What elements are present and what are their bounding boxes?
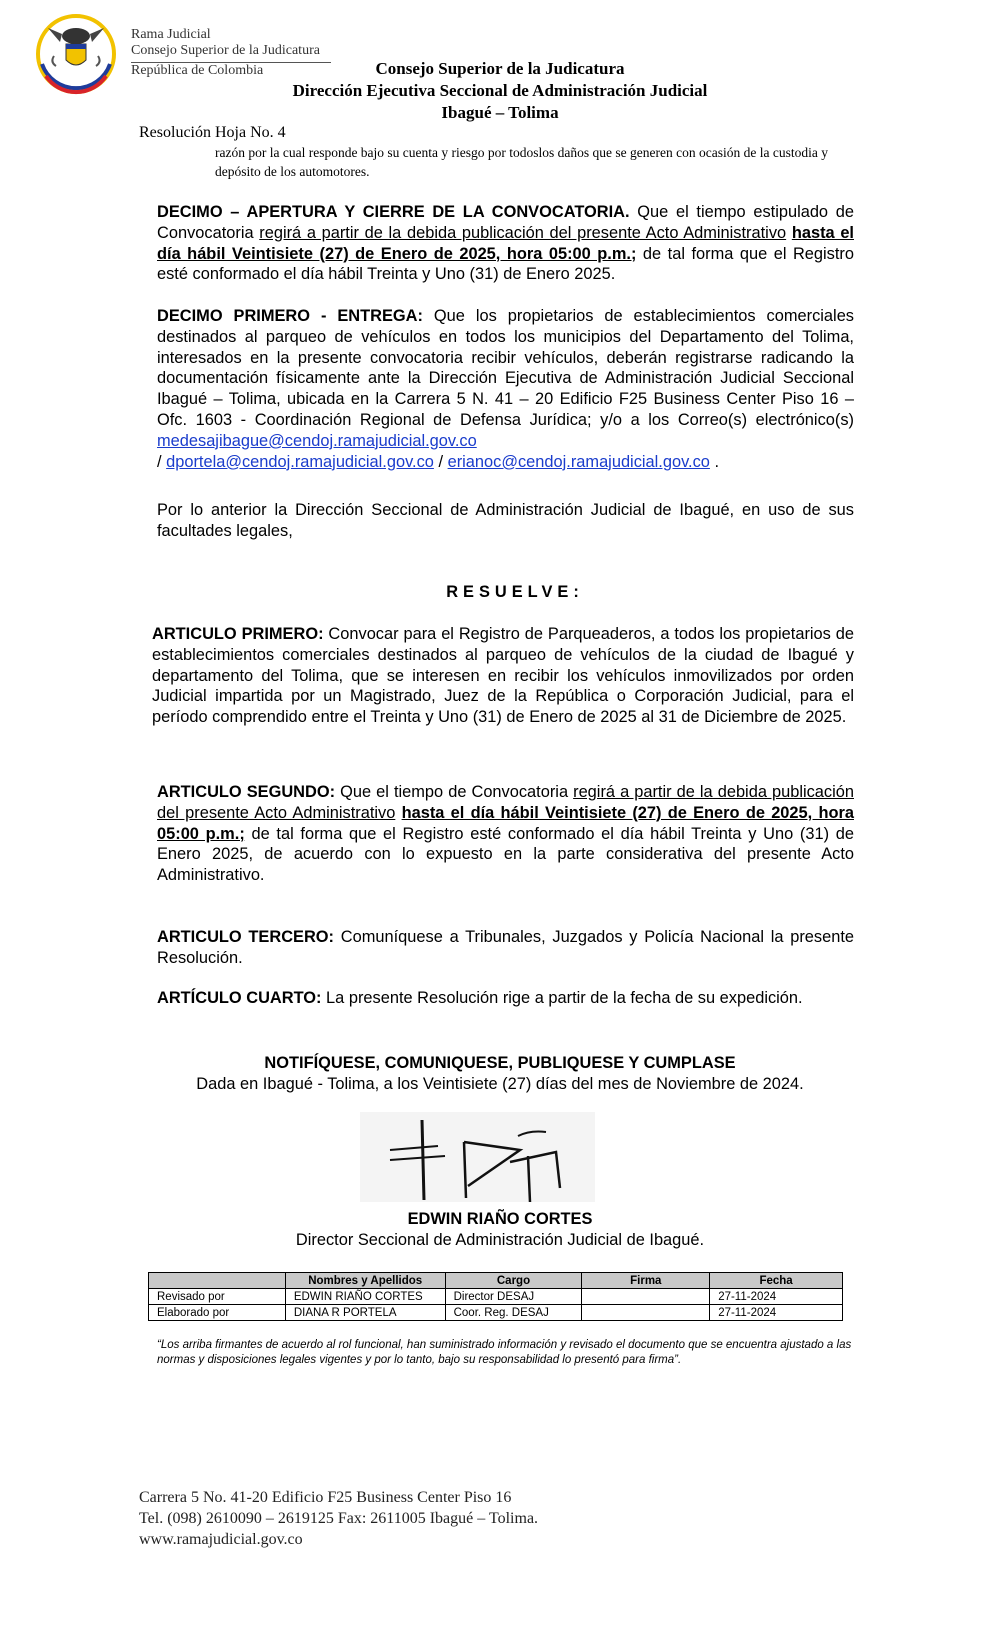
logo-line-rama: Rama Judicial [131, 27, 211, 42]
paragraph-decimo [157, 202, 854, 285]
header-line-city: Ibagué – Tolima [441, 103, 559, 122]
table-row [149, 1289, 843, 1305]
articulo-primero-text: Convocar para el Registro de Parqueaderos, a todos los propietarios de establecimientos comerciales destinados al parqueo de vehículos de la ciudad de Ibagué y departamento del Tolima, que se interesen en recibir los vehículos inmovilizados por orden Judicial impartida por un Magistrado, Juez de la República o Corporación Judicial, para el período comprendido entre el Treinta y Uno (31) de Enero de 2025 al 31 de Diciembre de 2025. [152, 625, 854, 727]
paragraph-por-lo-anterior: Por lo anterior la Dirección Seccional de Administración Judicial de Ibagué, en uso de sus facultades legales, [157, 501, 854, 540]
decimo-text-underlined: regirá a partir de la debida publicación del presente Acto Administrativo [259, 223, 787, 242]
footer-address: Carrera 5 No. 41-20 Edificio F25 Business Center Piso 16 [139, 1489, 512, 1506]
table-cell: Elaborado por [149, 1305, 286, 1321]
resuelve-heading: RESUELVE: [446, 583, 584, 601]
table-row [149, 1305, 843, 1321]
articulo-segundo-text-1: Que el tiempo de Convocatoria [335, 783, 574, 801]
table-cell [582, 1289, 710, 1305]
table-cell: Coor. Reg. DESAJ [445, 1305, 582, 1321]
logo-line-consejo: Consejo Superior de la Judicatura [131, 43, 320, 58]
decimo-heading: DECIMO – APERTURA Y CIERRE DE LA CONVOCATORIA. [157, 203, 630, 221]
paragraph-decimo-primero [157, 306, 854, 472]
decimo-deadline: hasta el día hábil Veintisiete (27) de Enero de 2025, hora 05:00 p.m.; [157, 223, 854, 263]
decimo-primero-text: Que los propietarios de establecimientos comerciales destinados al parqueo de vehículos en todos los municipios del Departamento del Tolima, interesados en la presente convocatoria recibir vehículos, deberán registrarse radicando la documentación físicamente ante la Dirección Ejecutiva de Administración Judicial Seccional Ibagué – Tolima, ubicada en la Carrera 5 N. 41 – 20 Edificio F25 Business Center Piso 16 – Ofc. 1603 - Coordinación Regional de Defensa Jurídica; y/o a los Correo(s) electrónico(s) [157, 307, 854, 429]
table-header [149, 1273, 286, 1289]
paragraph-articulo-tercero [157, 927, 854, 969]
signer-title: Director Seccional de Administración Judicial de Ibagué. [295, 1230, 705, 1249]
sheet-number: Resolución Hoja No. 4 [139, 124, 286, 141]
signer-block [0, 1209, 1000, 1251]
closing-date: Dada en Ibagué - Tolima, a los Veintisiete (27) días del mes de Noviembre de 2024. [196, 1074, 804, 1093]
email-link-medesaj[interactable]: medesajibague@cendoj.ramajudicial.gov.co [157, 431, 477, 450]
paragraph-articulo-segundo [157, 782, 854, 886]
logo-line-republica: República de Colombia [131, 63, 264, 78]
footer-website: www.ramajudicial.gov.co [139, 1531, 303, 1548]
email-separator: / [433, 452, 448, 471]
table-cell: DIANA R PORTELA [285, 1305, 445, 1321]
email-separator: / [157, 452, 167, 471]
footer-phone: Tel. (098) 2610090 – 2619125 Fax: 2611005 Ibagué – Tolima. [139, 1510, 539, 1527]
document-header [0, 58, 1000, 124]
decimo-primero-heading: DECIMO PRIMERO - ENTREGA: [157, 307, 423, 325]
decimo-text-1: Que el tiempo estipulado de Convocatoria [157, 203, 854, 242]
table-header: Cargo [445, 1273, 582, 1289]
review-table [148, 1272, 843, 1321]
articulo-segundo-underlined: regirá a partir de la debida publicación del presente Acto Administrativo [157, 783, 854, 822]
table-header: Firma [582, 1273, 710, 1289]
table-header: Fecha [710, 1273, 843, 1289]
articulo-cuarto-text: La presente Resolución rige a partir de la fecha de su expedición. [321, 989, 803, 1007]
header-line-consejo: Consejo Superior de la Judicatura [375, 59, 625, 78]
table-cell: 27-11-2024 [710, 1289, 843, 1305]
closing-formula: NOTIFÍQUESE, COMUNIQUESE, PUBLIQUESE Y CUMPLASE [264, 1054, 736, 1072]
articulo-segundo-deadline: hasta el día hábil Veintisiete (27) de Enero de 2025, hora 05:00 p.m.; [157, 803, 854, 843]
paragraph-end: . [709, 452, 720, 471]
table-cell [582, 1305, 710, 1321]
table-header-row [149, 1273, 843, 1289]
handwritten-signature [360, 1112, 595, 1202]
articulo-tercero-text: Comuníquese a Tribunales, Juzgados y Policía Nacional la presente Resolución. [157, 928, 855, 967]
header-line-direccion: Dirección Ejecutiva Seccional de Administración Judicial [292, 81, 708, 100]
signer-name: EDWIN RIAÑO CORTES [407, 1210, 593, 1228]
articulo-tercero-heading: ARTICULO TERCERO: [157, 928, 335, 946]
articulo-cuarto-heading: ARTÍCULO CUARTO: [157, 989, 322, 1007]
table-cell: Revisado por [149, 1289, 286, 1305]
closing-block [0, 1053, 1000, 1095]
articulo-segundo-heading: ARTICULO SEGUNDO: [157, 783, 336, 801]
paragraph-articulo-primero [152, 624, 854, 728]
articulo-segundo-text-2: de tal forma que el Registro esté conformado el día hábil Treinta y Uno (31) de Enero 2025, de acuerdo con lo expuesto en la parte considerativa del presente Acto Administrativo. [157, 824, 854, 885]
table-cell: 27-11-2024 [710, 1305, 843, 1321]
email-link-erianoc[interactable]: erianoc@cendoj.ramajudicial.gov.co [447, 452, 710, 471]
page-footer [139, 1487, 538, 1550]
articulo-primero-heading: ARTICULO PRIMERO: [152, 625, 324, 643]
email-link-dportela[interactable]: dportela@cendoj.ramajudicial.gov.co [166, 452, 434, 471]
table-cell: Director DESAJ [445, 1289, 582, 1305]
paragraph-articulo-cuarto [157, 988, 877, 1009]
decimo-text-2: de tal forma que el Registro esté conformado el día hábil Treinta y Uno (31) de Enero 2025. [157, 244, 854, 284]
continuation-text: razón por la cual responde bajo su cuenta y riesgo por todoslos daños que se generen con ocasión de la custodia y depósito de los automotores. [215, 145, 828, 179]
table-cell: EDWIN RIAÑO CORTES [285, 1289, 445, 1305]
disclaimer-text: “Los arriba firmantes de acuerdo al rol funcional, han suministrado información y revisado el documento que se encuentra ajustado a las normas y disposiciones legales vigentes y por lo tanto, bajo su responsabilidad lo presentó para firma”. [157, 1339, 852, 1366]
table-header: Nombres y Apellidos [285, 1273, 445, 1289]
